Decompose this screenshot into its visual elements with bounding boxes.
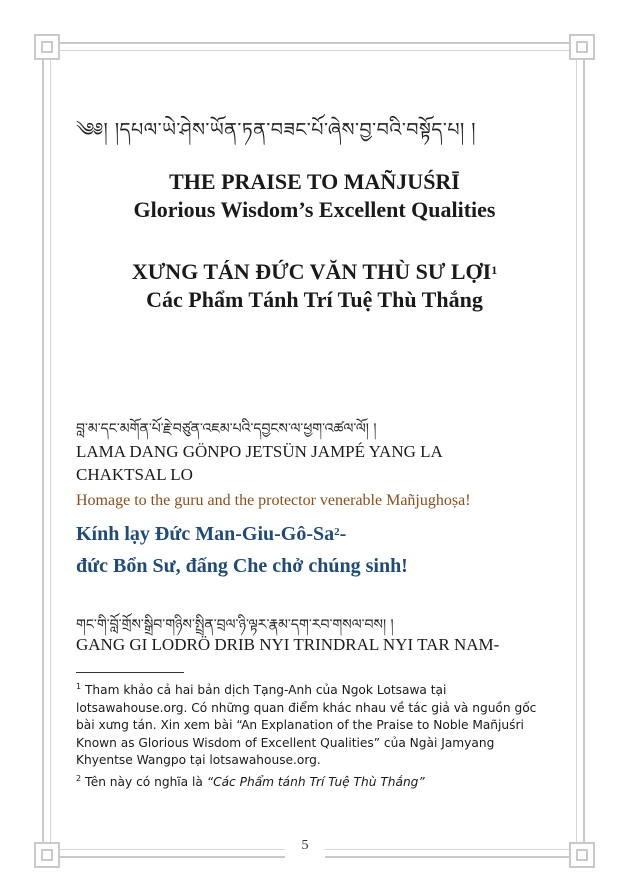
verse2-transliteration: GANG GI LODRÖ DRIB NYI TRINDRAL NYI TAR NAM- [76,635,500,654]
corner-ornament-top-right [569,34,595,60]
footnote-2 [76,770,538,792]
english-title-line1: THE PRAISE TO MAÑJUŚRĪ [169,169,460,194]
footnote-2-number: 2 [76,773,82,783]
vietnamese-title-line2: Các Phẩm Tánh Trí Tuệ Thù Thắng [146,287,483,312]
page-number: 5 [301,838,309,853]
corner-ornament-bottom-right [569,842,595,868]
footnote-1 [76,678,538,770]
corner-ornament-top-left [34,34,60,60]
verse1-vietnamese-line1 [76,518,556,550]
verse1-vietnamese-text: Kính lạy Đức Man-Giu-Gô-Sa [76,523,335,545]
corner-ornament-bottom-left [34,842,60,868]
verse2-tibetan: གང་གི་བློ་གྲོས་སྒྲིབ་གཉིས་སྤྲིན་བྲལ་ཉི་ལྟར་རྣམ་དག་རབ་གསལ་བས། ། [76,617,394,633]
english-title [0,168,629,224]
footnotes [76,678,538,791]
verse1-vietnamese-line2: đức Bổn Sư, đấng Che chở chúng sinh! [76,555,408,577]
tibetan-title: ༄༅། །དཔལ་ཡེ་ཤེས་ཡོན་ཏན་བཟང་པོ་ཞེས་བྱ་བའི་བསྟོད་པ། ། [76,119,477,141]
footnote-2-italic: “Các Phẩm tánh Trí Tuệ Thù Thắng” [206,774,425,789]
verse1-english: Homage to the guru and the protector venerable Mañjughoṣa! [76,492,471,509]
verse1-vietnamese-dash: - [339,523,347,545]
footnote-separator [76,672,184,673]
vietnamese-title-line1 [0,258,629,286]
footnote-2-text: Tên này có nghĩa là [81,774,207,789]
english-title-line2: Glorious Wisdom’s Excellent Qualities [133,197,496,222]
footnote-1-text: Tham khảo cả hai bản dịch Tạng-Anh của Ngok Lotsawa tại lotsawahouse.org. Có những quan điểm khác nhau về tác giả và nguồn gốc bài xưng tán. Xin xem bài “An Explanation of the Praise to Noble Mañjuśri Known as Glorious Wisdom of Excellent Qualities” của Ngài Jamyang Khyentse Wangpo tại lotsawahouse.org. [76,683,537,768]
vietnamese-title-text: XƯNG TÁN ĐỨC VĂN THÙ SƯ LỢI [131,259,492,284]
vietnamese-title [0,258,629,314]
footnote-1-number: 1 [76,682,82,691]
verse1-translit-line1: LAMA DANG GÖNPO JETSÜN JAMPÉ YANG LA [76,442,443,461]
verse1-transliteration [76,440,556,486]
footnote-ref-1[interactable]: 1 [491,263,498,277]
footnote-ref-2[interactable]: 2 [334,526,340,538]
verse1-tibetan: བླ་མ་དང་མགོན་པོ་རྗེ་བཙུན་འཇམ་པའི་དབྱངས་ལ་ཕྱག་འཚལ་ལོ། ། [76,421,377,437]
verse1-translit-line2: CHAKTSAL LO [76,465,193,484]
verse1-vietnamese [76,518,556,582]
